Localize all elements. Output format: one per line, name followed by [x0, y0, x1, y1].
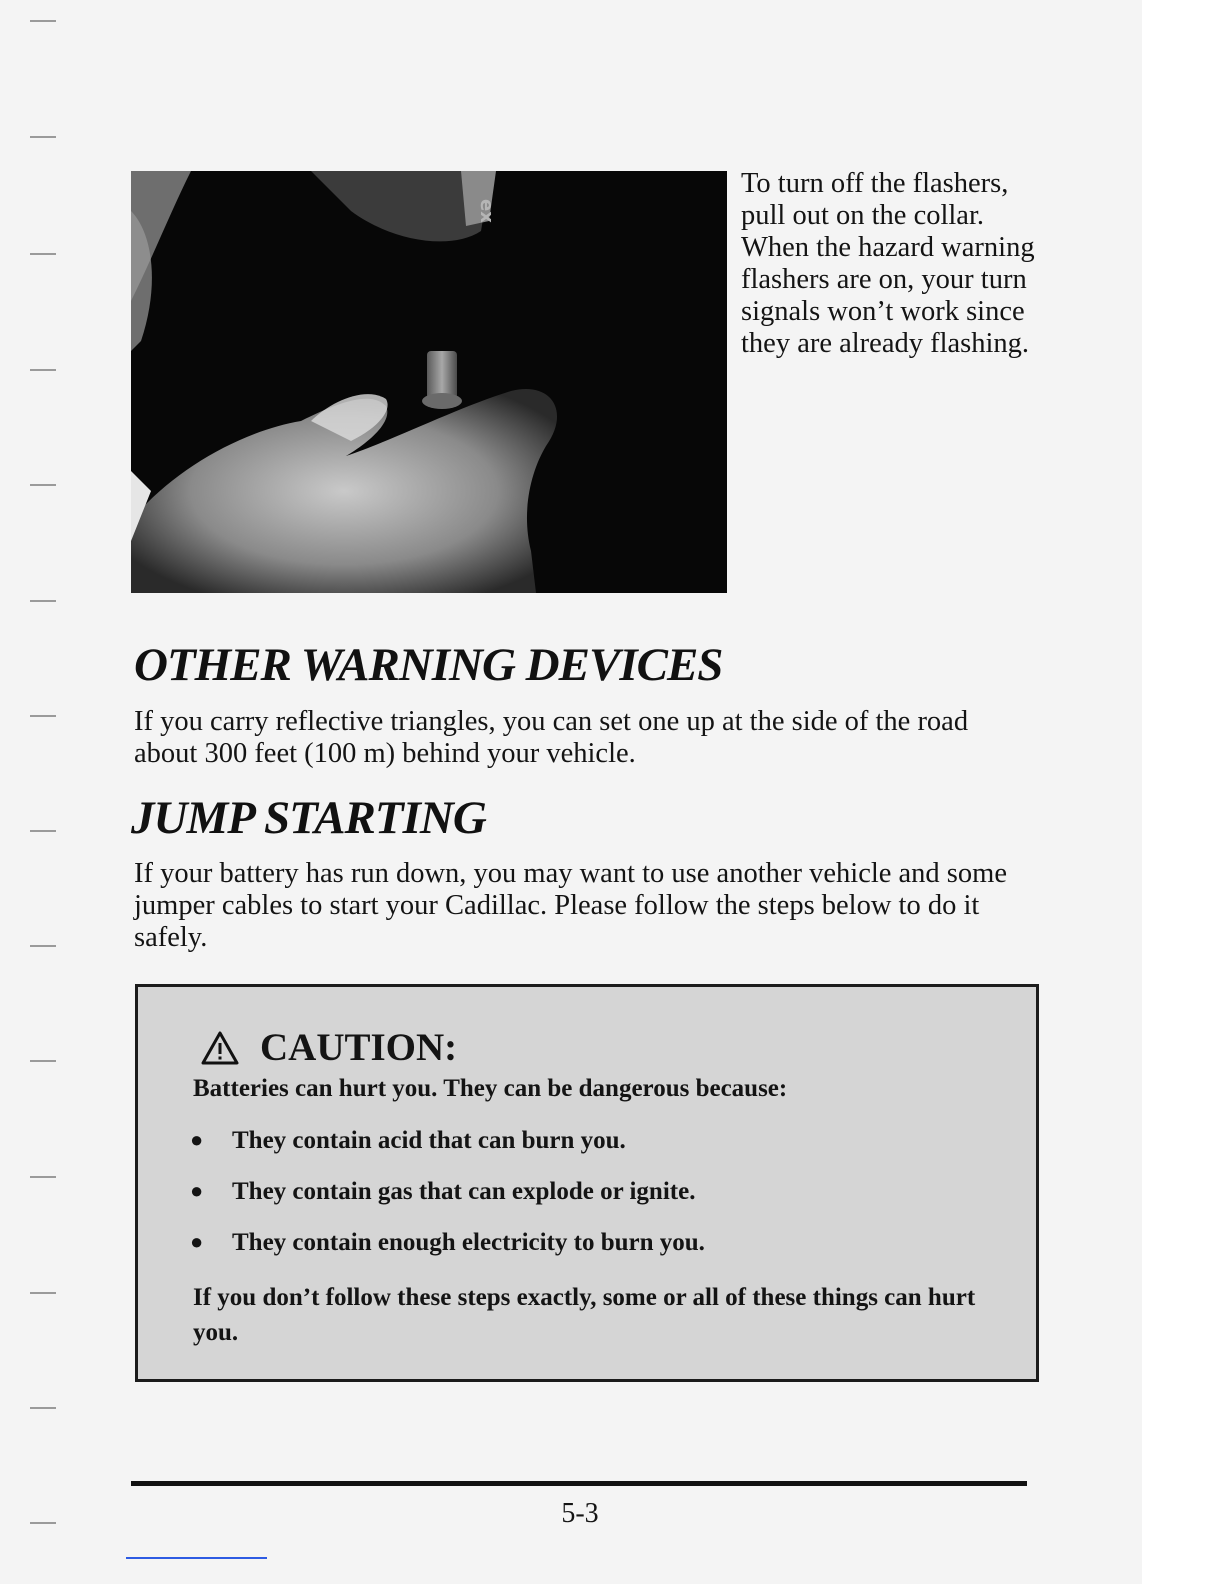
- caution-item-text: They contain gas that can explode or ignite.: [232, 1178, 696, 1205]
- flashers-note: To turn off the flashers, pull out on the collar. When the hazard warning flashers are on, your turn signals won’t work since they are already flashing.: [741, 168, 1035, 359]
- margin-tick: [30, 484, 56, 486]
- caution-list-item: [190, 1127, 705, 1178]
- caution-box: [135, 984, 1039, 1382]
- caution-item-text: They contain enough electricity to burn you.: [232, 1229, 705, 1256]
- margin-tick: [30, 945, 56, 947]
- bullet-icon: ●: [190, 1178, 204, 1203]
- margin-tick: [30, 1060, 56, 1062]
- page-number: 5-3: [561, 1498, 599, 1529]
- caution-title: CAUTION:: [260, 1026, 458, 1069]
- caution-list-item: [190, 1178, 705, 1229]
- caution-item-text: They contain acid that can burn you.: [232, 1127, 626, 1154]
- photo-label-fragment: ex: [476, 199, 497, 223]
- margin-tick: [30, 369, 56, 371]
- bullet-icon: ●: [190, 1127, 204, 1152]
- margin-tick: [30, 830, 56, 832]
- section-title-other-warning-devices: OTHER WARNING DEVICES: [134, 639, 723, 691]
- caution-intro: Batteries can hurt you. They can be dangerous because:: [193, 1075, 788, 1102]
- link-underline[interactable]: [126, 1557, 267, 1559]
- footer-rule: [131, 1481, 1027, 1486]
- jump-starting-body: If your battery has run down, you may want to use another vehicle and some jumper cables to start your Cadillac. Please follow the steps below to do it safely.: [134, 858, 1007, 953]
- caution-list-item: [190, 1229, 705, 1280]
- margin-tick: [30, 136, 56, 138]
- bullet-icon: ●: [190, 1229, 204, 1254]
- margin-tick: [30, 1176, 56, 1178]
- caution-heading: [200, 1025, 457, 1070]
- other-warning-body: If you carry reflective triangles, you can set one up at the side of the road about 300 feet (100 m) behind your vehicle.: [134, 706, 969, 769]
- margin-tick: [30, 715, 56, 717]
- hazard-flasher-photo: [131, 171, 727, 593]
- warning-triangle-icon: [200, 1030, 240, 1066]
- caution-outro: If you don’t follow these steps exactly, some or all of these things can hurt you.: [193, 1284, 976, 1346]
- margin-tick: [30, 1407, 56, 1409]
- margin-tick: [30, 1292, 56, 1294]
- margin-tick: [30, 253, 56, 255]
- caution-list: [190, 1127, 705, 1280]
- margin-tick: [30, 20, 56, 22]
- section-title-jump-starting: JUMP STARTING: [131, 792, 486, 844]
- margin-tick: [30, 600, 56, 602]
